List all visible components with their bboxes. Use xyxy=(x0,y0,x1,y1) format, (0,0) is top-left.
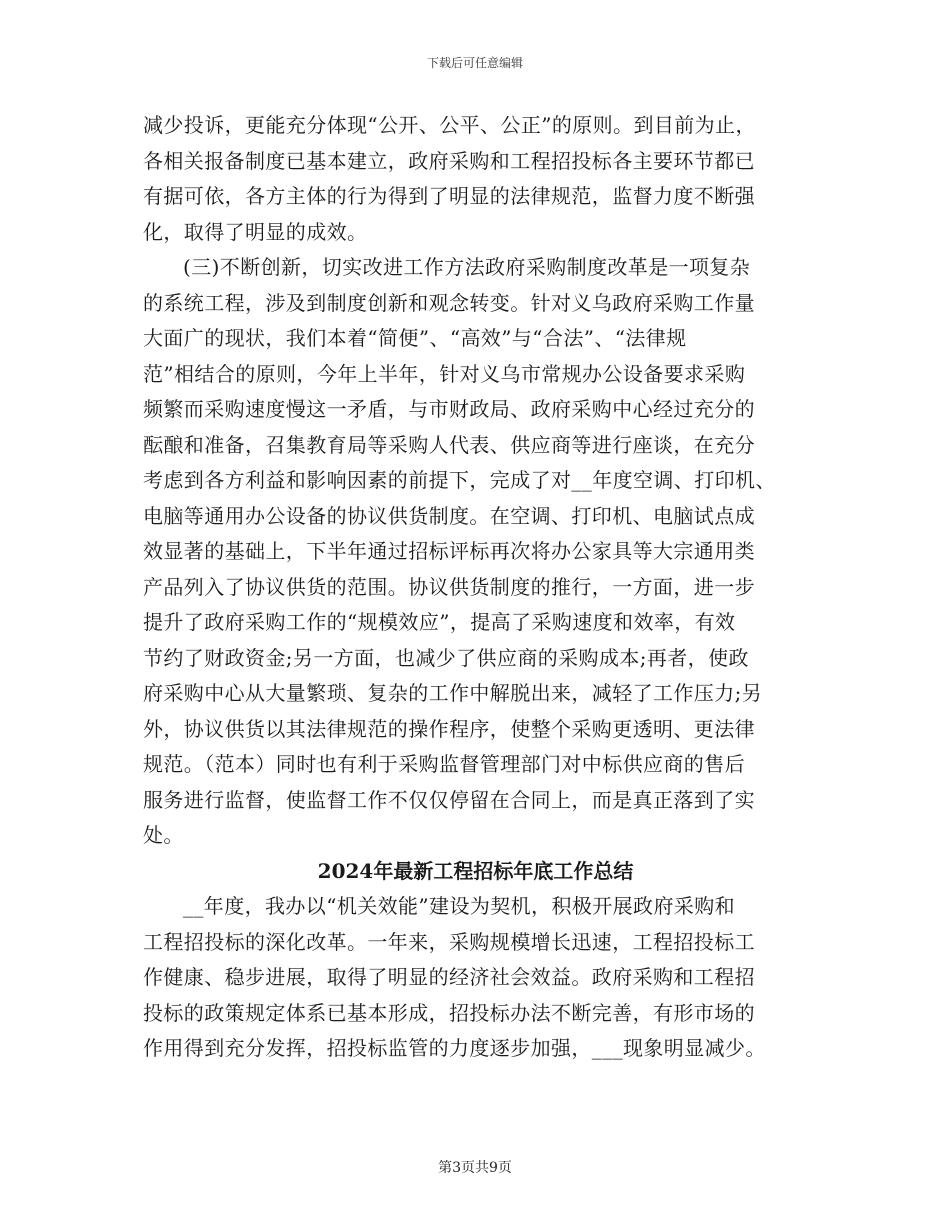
text-line: (三)不断创新，切实改进工作方法政府采购制度改革是一项复杂 xyxy=(183,255,751,279)
text-line: 范”相结合的原则，今年上半年，针对义乌市常规办公设备要求采购 xyxy=(143,361,746,386)
paragraph-2 xyxy=(143,250,808,854)
page-header: 下载后可任意编辑 xyxy=(426,56,523,70)
page-number: 第3页共9页 xyxy=(438,1160,512,1176)
text-line: 各相关报备制度已基本建立，政府采购和工程招投标各主要环节都已 xyxy=(143,148,755,173)
text-line: 酝酿和准备，召集教育局等采购人代表、供应商等进行座谈，在充分 xyxy=(143,432,755,457)
text-line: 频繁而采购速度慢这一矛盾，与市财政局、政府采购中心经过充分的 xyxy=(143,397,755,421)
text-line: 大面广的现状，我们本着“简便”、“高效”与“合法”、“法律规 xyxy=(143,326,687,350)
paragraph-3 xyxy=(143,889,808,1067)
text-line: 规范。（范本）同时也有利于采购监督管理部门对中标供应商的售后 xyxy=(143,752,745,776)
text-line: 电脑等通用办公设备的协议供货制度。在空调、打印机、电脑试点成 xyxy=(143,503,755,528)
text-line: 考虑到各方利益和影响因素的前提下，完成了对__年度空调、打印机、 xyxy=(143,468,776,492)
text-line: 提升了政府采购工作的“规模效应”，提高了采购速度和效率，有效 xyxy=(143,610,736,634)
text-line: 外，协议供货以其法律规范的操作程序，使整个采购更透明、更法律 xyxy=(143,716,755,741)
text-line: 服务进行监督，使监督工作不仅仅停留在合同上，而是真正落到了实 xyxy=(143,787,755,812)
text-line: 有据可依，各方主体的行为得到了明显的法律规范，监督力度不断强 xyxy=(143,184,755,208)
text-line: 产品列入了协议供货的范围。协议供货制度的推行，一方面，进一步 xyxy=(143,574,755,599)
text-line: 投标的政策规定体系已基本形成，招投标办法不断完善，有形市场的 xyxy=(143,1000,755,1025)
text-line: 减少投诉，更能充分体现“公开、公平、公正”的原则。到目前为止， xyxy=(143,113,756,137)
text-line: 化，取得了明显的成效。 xyxy=(143,219,368,244)
text-line: __年度，我办以“机关效能”建设为契机，积极开展政府采购和 xyxy=(183,894,736,918)
text-line: 工程招投标的深化改革。一年来，采购规模增长迅速，工程招投标工 xyxy=(143,929,755,954)
paragraph-1 xyxy=(143,108,808,250)
section-title: 2024年最新工程招标年底工作总结 xyxy=(317,858,634,883)
document-body xyxy=(143,108,808,1067)
text-line: 作健康、稳步进展，取得了明显的经济社会效益。政府采购和工程招 xyxy=(143,965,755,989)
text-line: 节约了财政资金;另一方面，也减少了供应商的采购成本;再者，使政 xyxy=(143,645,749,670)
text-line: 作用得到充分发挥，招投标监管的力度逐步加强，___现象明显减少。 xyxy=(143,1036,766,1060)
text-line: 效显著的基础上，下半年通过招标评标再次将办公家具等大宗通用类 xyxy=(143,539,755,563)
text-line: 处。 xyxy=(143,823,184,847)
text-line: 府采购中心从大量繁琐、复杂的工作中解脱出来，减轻了工作压力;另 xyxy=(143,681,763,705)
text-line: 的系统工程，涉及到制度创新和观念转变。针对义乌政府采购工作量 xyxy=(143,290,755,315)
